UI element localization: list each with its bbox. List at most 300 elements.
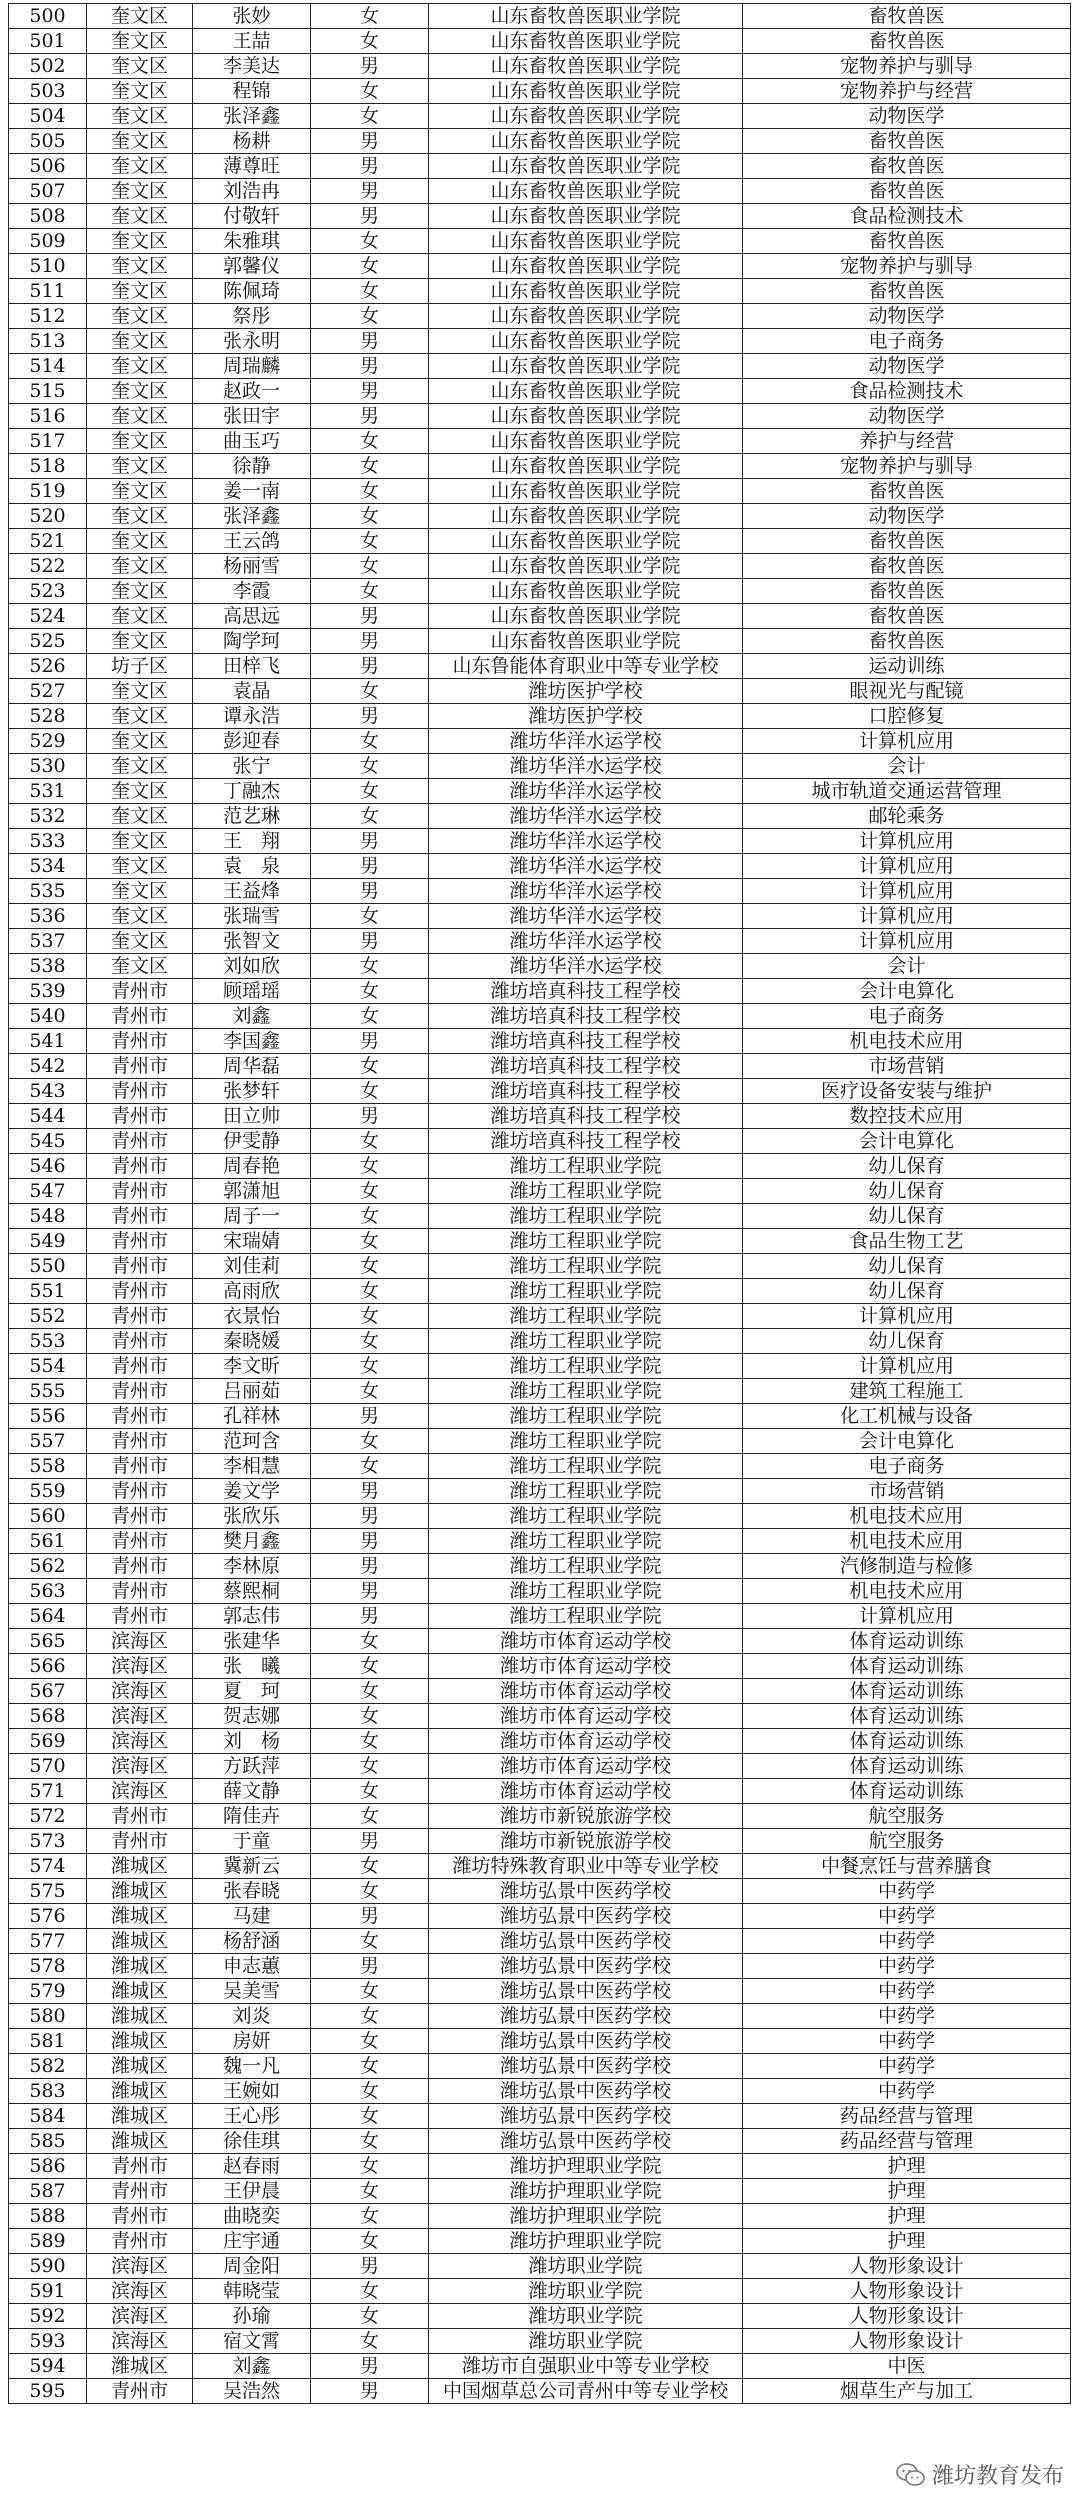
school-cell: 山东畜牧兽医职业学院 xyxy=(429,229,743,254)
school-cell: 潍坊弘景中医药学校 xyxy=(429,2079,743,2104)
row-number-cell: 500 xyxy=(9,4,87,29)
watermark-text: 潍坊教育发布 xyxy=(931,2464,1064,2489)
school-cell: 中国烟草总公司青州中等专业学校 xyxy=(429,2379,743,2404)
table-row xyxy=(9,1004,1071,1029)
district-cell: 潍城区 xyxy=(87,2104,193,2129)
gender-cell: 女 xyxy=(311,2129,429,2154)
gender-cell: 女 xyxy=(311,1629,429,1654)
school-cell: 山东畜牧兽医职业学院 xyxy=(429,379,743,404)
row-number-cell: 540 xyxy=(9,1004,87,1029)
district-cell: 奎文区 xyxy=(87,4,193,29)
district-cell: 潍城区 xyxy=(87,1879,193,1904)
district-cell: 青州市 xyxy=(87,1379,193,1404)
row-number-cell: 594 xyxy=(9,2354,87,2379)
table-row xyxy=(9,504,1071,529)
gender-cell: 女 xyxy=(311,779,429,804)
district-cell: 滨海区 xyxy=(87,1629,193,1654)
row-number-cell: 525 xyxy=(9,629,87,654)
district-cell: 奎文区 xyxy=(87,554,193,579)
school-cell: 潍坊市体育运动学校 xyxy=(429,1779,743,1804)
gender-cell: 女 xyxy=(311,804,429,829)
row-number-cell: 572 xyxy=(9,1804,87,1829)
gender-cell: 女 xyxy=(311,304,429,329)
row-number-cell: 551 xyxy=(9,1279,87,1304)
district-cell: 奎文区 xyxy=(87,629,193,654)
school-cell: 潍坊培真科技工程学校 xyxy=(429,1004,743,1029)
row-number-cell: 577 xyxy=(9,1929,87,1954)
school-cell: 潍坊培真科技工程学校 xyxy=(429,1054,743,1079)
table-row xyxy=(9,604,1071,629)
school-cell: 山东畜牧兽医职业学院 xyxy=(429,179,743,204)
district-cell: 青州市 xyxy=(87,1454,193,1479)
district-cell: 坊子区 xyxy=(87,654,193,679)
school-cell: 潍坊职业学院 xyxy=(429,2279,743,2304)
student-name-cell: 范珂含 xyxy=(193,1429,311,1454)
district-cell: 青州市 xyxy=(87,1804,193,1829)
student-name-cell: 房妍 xyxy=(193,2029,311,2054)
district-cell: 青州市 xyxy=(87,1504,193,1529)
district-cell: 奎文区 xyxy=(87,179,193,204)
major-cell: 动物医学 xyxy=(743,354,1071,379)
school-cell: 山东畜牧兽医职业学院 xyxy=(429,354,743,379)
gender-cell: 女 xyxy=(311,1454,429,1479)
district-cell: 青州市 xyxy=(87,1554,193,1579)
student-name-cell: 李文昕 xyxy=(193,1354,311,1379)
row-number-cell: 507 xyxy=(9,179,87,204)
major-cell: 会计电算化 xyxy=(743,1129,1071,1154)
student-name-cell: 周瑞麟 xyxy=(193,354,311,379)
school-cell: 山东畜牧兽医职业学院 xyxy=(429,479,743,504)
district-cell: 青州市 xyxy=(87,1529,193,1554)
district-cell: 奎文区 xyxy=(87,754,193,779)
major-cell: 口腔修复 xyxy=(743,704,1071,729)
row-number-cell: 514 xyxy=(9,354,87,379)
row-number-cell: 590 xyxy=(9,2254,87,2279)
table-row xyxy=(9,1754,1071,1779)
major-cell: 烟草生产与加工 xyxy=(743,2379,1071,2404)
major-cell: 食品检测技术 xyxy=(743,379,1071,404)
district-cell: 滨海区 xyxy=(87,2304,193,2329)
major-cell: 机电技术应用 xyxy=(743,1504,1071,1529)
district-cell: 滨海区 xyxy=(87,1729,193,1754)
district-cell: 奎文区 xyxy=(87,954,193,979)
row-number-cell: 573 xyxy=(9,1829,87,1854)
table-row xyxy=(9,2229,1071,2254)
major-cell: 计算机应用 xyxy=(743,904,1071,929)
student-name-cell: 周华磊 xyxy=(193,1054,311,1079)
major-cell: 建筑工程施工 xyxy=(743,1379,1071,1404)
district-cell: 滨海区 xyxy=(87,1754,193,1779)
table-row xyxy=(9,1454,1071,1479)
row-number-cell: 595 xyxy=(9,2379,87,2404)
table-row xyxy=(9,379,1071,404)
district-cell: 奎文区 xyxy=(87,229,193,254)
gender-cell: 女 xyxy=(311,904,429,929)
district-cell: 青州市 xyxy=(87,2229,193,2254)
student-name-cell: 马建 xyxy=(193,1904,311,1929)
school-cell: 山东畜牧兽医职业学院 xyxy=(429,154,743,179)
row-number-cell: 584 xyxy=(9,2104,87,2129)
student-name-cell: 王益烽 xyxy=(193,879,311,904)
student-name-cell: 朱雅琪 xyxy=(193,229,311,254)
major-cell: 宠物养护与经营 xyxy=(743,79,1071,104)
major-cell: 宠物养护与驯导 xyxy=(743,454,1071,479)
table-row xyxy=(9,954,1071,979)
student-name-cell: 吕丽茹 xyxy=(193,1379,311,1404)
district-cell: 滨海区 xyxy=(87,1679,193,1704)
major-cell: 体育运动训练 xyxy=(743,1754,1071,1779)
gender-cell: 女 xyxy=(311,1754,429,1779)
district-cell: 滨海区 xyxy=(87,2279,193,2304)
district-cell: 奎文区 xyxy=(87,204,193,229)
major-cell: 体育运动训练 xyxy=(743,1629,1071,1654)
school-cell: 潍坊护理职业学院 xyxy=(429,2229,743,2254)
gender-cell: 女 xyxy=(311,1779,429,1804)
row-number-cell: 585 xyxy=(9,2129,87,2154)
school-cell: 潍坊华洋水运学校 xyxy=(429,754,743,779)
student-name-cell: 李相慧 xyxy=(193,1454,311,1479)
gender-cell: 女 xyxy=(311,679,429,704)
row-number-cell: 535 xyxy=(9,879,87,904)
table-row xyxy=(9,179,1071,204)
table-row xyxy=(9,2304,1071,2329)
school-cell: 潍坊职业学院 xyxy=(429,2304,743,2329)
major-cell: 城市轨道交通运营管理 xyxy=(743,779,1071,804)
row-number-cell: 560 xyxy=(9,1504,87,1529)
table-row xyxy=(9,2029,1071,2054)
row-number-cell: 533 xyxy=(9,829,87,854)
district-cell: 奎文区 xyxy=(87,329,193,354)
row-number-cell: 506 xyxy=(9,154,87,179)
major-cell: 畜牧兽医 xyxy=(743,179,1071,204)
student-name-cell: 赵政一 xyxy=(193,379,311,404)
table-row xyxy=(9,1529,1071,1554)
table-row xyxy=(9,579,1071,604)
row-number-cell: 538 xyxy=(9,954,87,979)
gender-cell: 女 xyxy=(311,1304,429,1329)
gender-cell: 女 xyxy=(311,2104,429,2129)
school-cell: 潍坊工程职业学院 xyxy=(429,1579,743,1604)
row-number-cell: 552 xyxy=(9,1304,87,1329)
district-cell: 滨海区 xyxy=(87,1779,193,1804)
major-cell: 中药学 xyxy=(743,1929,1071,1954)
table-row xyxy=(9,1579,1071,1604)
gender-cell: 女 xyxy=(311,1929,429,1954)
table-row xyxy=(9,729,1071,754)
student-name-cell: 曲晓奕 xyxy=(193,2204,311,2229)
row-number-cell: 579 xyxy=(9,1979,87,2004)
gender-cell: 男 xyxy=(311,329,429,354)
student-name-cell: 王喆 xyxy=(193,29,311,54)
table-row xyxy=(9,1904,1071,1929)
school-cell: 潍坊护理职业学院 xyxy=(429,2179,743,2204)
table-row xyxy=(9,4,1071,29)
student-name-cell: 隋佳卉 xyxy=(193,1804,311,1829)
gender-cell: 女 xyxy=(311,2004,429,2029)
table-row xyxy=(9,2104,1071,2129)
table-row xyxy=(9,1254,1071,1279)
major-cell: 机电技术应用 xyxy=(743,1529,1071,1554)
major-cell: 体育运动训练 xyxy=(743,1654,1071,1679)
student-name-cell: 曲玉巧 xyxy=(193,429,311,454)
major-cell: 中药学 xyxy=(743,1904,1071,1929)
district-cell: 青州市 xyxy=(87,1054,193,1079)
student-name-cell: 丁融杰 xyxy=(193,779,311,804)
row-number-cell: 503 xyxy=(9,79,87,104)
student-name-cell: 范艺琳 xyxy=(193,804,311,829)
table-row xyxy=(9,979,1071,1004)
student-name-cell: 刘 杨 xyxy=(193,1729,311,1754)
student-name-cell: 郭馨仪 xyxy=(193,254,311,279)
gender-cell: 男 xyxy=(311,1404,429,1429)
row-number-cell: 571 xyxy=(9,1779,87,1804)
table-row xyxy=(9,79,1071,104)
major-cell: 医疗设备安装与维护 xyxy=(743,1079,1071,1104)
major-cell: 计算机应用 xyxy=(743,1354,1071,1379)
gender-cell: 女 xyxy=(311,1254,429,1279)
major-cell: 药品经营与管理 xyxy=(743,2104,1071,2129)
major-cell: 航空服务 xyxy=(743,1829,1071,1854)
major-cell: 会计电算化 xyxy=(743,979,1071,1004)
gender-cell: 男 xyxy=(311,2379,429,2404)
table-row xyxy=(9,1854,1071,1879)
major-cell: 畜牧兽医 xyxy=(743,129,1071,154)
school-cell: 潍坊市体育运动学校 xyxy=(429,1754,743,1779)
student-name-cell: 高思远 xyxy=(193,604,311,629)
major-cell: 体育运动训练 xyxy=(743,1779,1071,1804)
gender-cell: 女 xyxy=(311,979,429,1004)
gender-cell: 女 xyxy=(311,1979,429,2004)
gender-cell: 男 xyxy=(311,1029,429,1054)
gender-cell: 女 xyxy=(311,2229,429,2254)
district-cell: 奎文区 xyxy=(87,404,193,429)
major-cell: 计算机应用 xyxy=(743,1604,1071,1629)
district-cell: 奎文区 xyxy=(87,29,193,54)
major-cell: 畜牧兽医 xyxy=(743,279,1071,304)
table-row xyxy=(9,354,1071,379)
row-number-cell: 522 xyxy=(9,554,87,579)
table-row xyxy=(9,629,1071,654)
gender-cell: 男 xyxy=(311,404,429,429)
major-cell: 人物形象设计 xyxy=(743,2279,1071,2304)
table-row xyxy=(9,1304,1071,1329)
table-row xyxy=(9,704,1071,729)
student-name-cell: 袁 泉 xyxy=(193,854,311,879)
table-row xyxy=(9,1629,1071,1654)
district-cell: 青州市 xyxy=(87,1004,193,1029)
school-cell: 潍坊培真科技工程学校 xyxy=(429,1129,743,1154)
row-number-cell: 512 xyxy=(9,304,87,329)
table-row xyxy=(9,1879,1071,1904)
row-number-cell: 511 xyxy=(9,279,87,304)
gender-cell: 男 xyxy=(311,354,429,379)
major-cell: 幼儿保育 xyxy=(743,1154,1071,1179)
district-cell: 滨海区 xyxy=(87,1704,193,1729)
major-cell: 人物形象设计 xyxy=(743,2329,1071,2354)
row-number-cell: 508 xyxy=(9,204,87,229)
gender-cell: 女 xyxy=(311,1229,429,1254)
major-cell: 中药学 xyxy=(743,2079,1071,2104)
row-number-cell: 517 xyxy=(9,429,87,454)
student-name-cell: 宋瑞婧 xyxy=(193,1229,311,1254)
student-name-cell: 伊雯静 xyxy=(193,1129,311,1154)
district-cell: 潍城区 xyxy=(87,2029,193,2054)
student-name-cell: 李林原 xyxy=(193,1554,311,1579)
gender-cell: 女 xyxy=(311,1354,429,1379)
gender-cell: 男 xyxy=(311,1904,429,1929)
gender-cell: 女 xyxy=(311,1854,429,1879)
district-cell: 奎文区 xyxy=(87,679,193,704)
row-number-cell: 575 xyxy=(9,1879,87,1904)
major-cell: 中药学 xyxy=(743,1979,1071,2004)
school-cell: 潍坊工程职业学院 xyxy=(429,1254,743,1279)
table-row xyxy=(9,1479,1071,1504)
district-cell: 奎文区 xyxy=(87,904,193,929)
school-cell: 潍坊华洋水运学校 xyxy=(429,904,743,929)
row-number-cell: 528 xyxy=(9,704,87,729)
row-number-cell: 555 xyxy=(9,1379,87,1404)
district-cell: 青州市 xyxy=(87,1154,193,1179)
gender-cell: 女 xyxy=(311,1804,429,1829)
gender-cell: 女 xyxy=(311,2179,429,2204)
row-number-cell: 554 xyxy=(9,1354,87,1379)
gender-cell: 男 xyxy=(311,1954,429,1979)
student-name-cell: 刘炎 xyxy=(193,2004,311,2029)
school-cell: 山东畜牧兽医职业学院 xyxy=(429,254,743,279)
student-name-cell: 袁晶 xyxy=(193,679,311,704)
gender-cell: 女 xyxy=(311,2079,429,2104)
major-cell: 电子商务 xyxy=(743,1004,1071,1029)
student-roster-table xyxy=(8,3,1071,2404)
district-cell: 青州市 xyxy=(87,2379,193,2404)
table-row xyxy=(9,1179,1071,1204)
student-name-cell: 宿文霄 xyxy=(193,2329,311,2354)
school-cell: 山东畜牧兽医职业学院 xyxy=(429,329,743,354)
student-name-cell: 杨舒涵 xyxy=(193,1929,311,1954)
table-row xyxy=(9,1229,1071,1254)
student-name-cell: 祭彤 xyxy=(193,304,311,329)
district-cell: 奎文区 xyxy=(87,854,193,879)
gender-cell: 男 xyxy=(311,154,429,179)
student-name-cell: 张智文 xyxy=(193,929,311,954)
school-cell: 潍坊弘景中医药学校 xyxy=(429,1904,743,1929)
major-cell: 畜牧兽医 xyxy=(743,529,1071,554)
major-cell: 机电技术应用 xyxy=(743,1579,1071,1604)
district-cell: 奎文区 xyxy=(87,429,193,454)
major-cell: 食品生物工艺 xyxy=(743,1229,1071,1254)
school-cell: 潍坊护理职业学院 xyxy=(429,2154,743,2179)
district-cell: 奎文区 xyxy=(87,879,193,904)
row-number-cell: 521 xyxy=(9,529,87,554)
gender-cell: 女 xyxy=(311,1654,429,1679)
school-cell: 潍坊市体育运动学校 xyxy=(429,1679,743,1704)
district-cell: 青州市 xyxy=(87,1329,193,1354)
school-cell: 潍坊市新锐旅游学校 xyxy=(429,1804,743,1829)
student-name-cell: 于童 xyxy=(193,1829,311,1854)
major-cell: 动物医学 xyxy=(743,104,1071,129)
school-cell: 山东畜牧兽医职业学院 xyxy=(429,504,743,529)
school-cell: 潍坊工程职业学院 xyxy=(429,1529,743,1554)
student-name-cell: 张妙 xyxy=(193,4,311,29)
school-cell: 潍坊工程职业学院 xyxy=(429,1154,743,1179)
school-cell: 潍坊工程职业学院 xyxy=(429,1179,743,1204)
table-row xyxy=(9,54,1071,79)
major-cell: 护理 xyxy=(743,2179,1071,2204)
student-name-cell: 王 翔 xyxy=(193,829,311,854)
table-row xyxy=(9,1279,1071,1304)
gender-cell: 男 xyxy=(311,604,429,629)
gender-cell: 女 xyxy=(311,1054,429,1079)
student-name-cell: 王云鸽 xyxy=(193,529,311,554)
row-number-cell: 546 xyxy=(9,1154,87,1179)
table-row xyxy=(9,2279,1071,2304)
table-row xyxy=(9,2329,1071,2354)
major-cell: 机电技术应用 xyxy=(743,1029,1071,1054)
row-number-cell: 543 xyxy=(9,1079,87,1104)
student-name-cell: 李霞 xyxy=(193,579,311,604)
gender-cell: 女 xyxy=(311,1879,429,1904)
row-number-cell: 548 xyxy=(9,1204,87,1229)
major-cell: 计算机应用 xyxy=(743,879,1071,904)
table-row xyxy=(9,904,1071,929)
row-number-cell: 565 xyxy=(9,1629,87,1654)
school-cell: 潍坊市体育运动学校 xyxy=(429,1629,743,1654)
gender-cell: 女 xyxy=(311,254,429,279)
major-cell: 中医 xyxy=(743,2354,1071,2379)
district-cell: 潍城区 xyxy=(87,2079,193,2104)
major-cell: 畜牧兽医 xyxy=(743,479,1071,504)
student-name-cell: 付敬轩 xyxy=(193,204,311,229)
table-row xyxy=(9,1979,1071,2004)
table-row xyxy=(9,554,1071,579)
school-cell: 山东畜牧兽医职业学院 xyxy=(429,629,743,654)
student-name-cell: 周春艳 xyxy=(193,1154,311,1179)
district-cell: 青州市 xyxy=(87,1029,193,1054)
district-cell: 青州市 xyxy=(87,1079,193,1104)
gender-cell: 女 xyxy=(311,2054,429,2079)
table-row xyxy=(9,429,1071,454)
gender-cell: 男 xyxy=(311,879,429,904)
row-number-cell: 559 xyxy=(9,1479,87,1504)
gender-cell: 女 xyxy=(311,1204,429,1229)
school-cell: 潍坊弘景中医药学校 xyxy=(429,1979,743,2004)
major-cell: 畜牧兽医 xyxy=(743,629,1071,654)
row-number-cell: 539 xyxy=(9,979,87,1004)
row-number-cell: 558 xyxy=(9,1454,87,1479)
school-cell: 潍坊华洋水运学校 xyxy=(429,779,743,804)
row-number-cell: 534 xyxy=(9,854,87,879)
gender-cell: 女 xyxy=(311,1079,429,1104)
school-cell: 山东畜牧兽医职业学院 xyxy=(429,454,743,479)
school-cell: 潍坊工程职业学院 xyxy=(429,1354,743,1379)
gender-cell: 男 xyxy=(311,829,429,854)
gender-cell: 男 xyxy=(311,1579,429,1604)
student-name-cell: 姜一南 xyxy=(193,479,311,504)
gender-cell: 女 xyxy=(311,504,429,529)
major-cell: 食品检测技术 xyxy=(743,204,1071,229)
gender-cell: 女 xyxy=(311,1004,429,1029)
school-cell: 山东畜牧兽医职业学院 xyxy=(429,29,743,54)
gender-cell: 女 xyxy=(311,579,429,604)
row-number-cell: 504 xyxy=(9,104,87,129)
district-cell: 青州市 xyxy=(87,1579,193,1604)
gender-cell: 女 xyxy=(311,1154,429,1179)
gender-cell: 女 xyxy=(311,2204,429,2229)
district-cell: 奎文区 xyxy=(87,529,193,554)
gender-cell: 女 xyxy=(311,104,429,129)
roster-container xyxy=(8,3,1070,2404)
district-cell: 潍城区 xyxy=(87,1979,193,2004)
